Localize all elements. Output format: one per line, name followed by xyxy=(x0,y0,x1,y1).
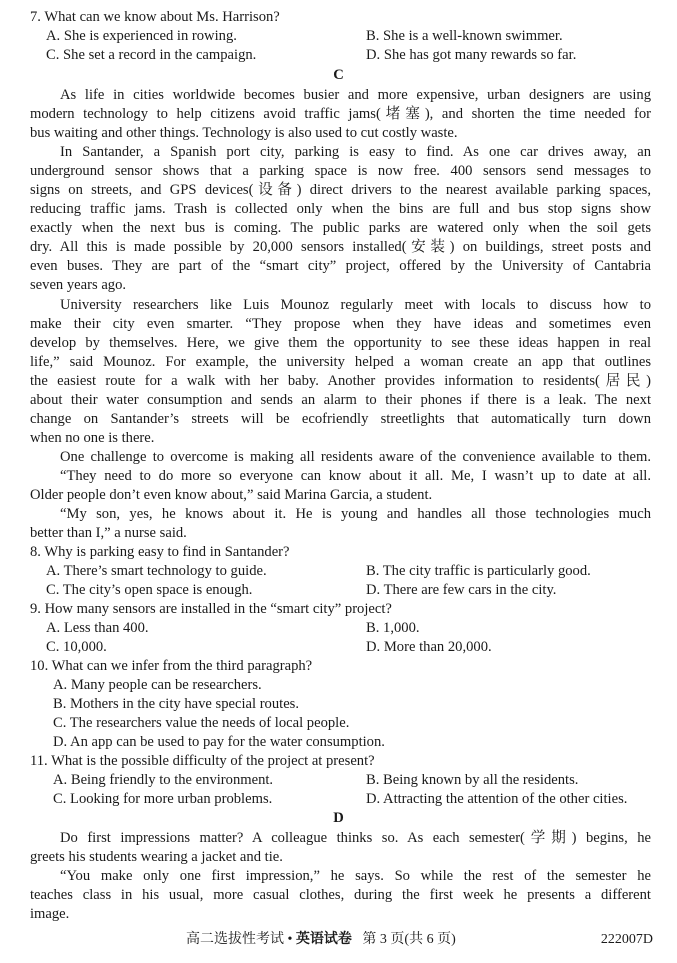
passage-c-line: seven years ago. xyxy=(30,277,127,293)
passage-c-line: One challenge to overcome is making all residents aware of the convenience available to them. xyxy=(60,449,651,465)
q11-option-b: B. Being known by all the residents. xyxy=(366,772,579,788)
footer-page-info: 第 3 页(共 6 页) xyxy=(362,932,456,947)
passage-c-line: the easiest route for a walk with her baby. Another provides information to residents(居民) xyxy=(30,373,651,389)
question-11: 11. What is the possible difficulty of the project at present? xyxy=(30,753,375,769)
q9-option-b: B. 1,000. xyxy=(366,620,420,636)
footer-exam-code: 222007D xyxy=(600,932,653,947)
q11-option-a: A. Being friendly to the environment. xyxy=(53,772,274,788)
passage-c-line: dry. All this is made possible by 20,000 sensors installed(安装) on buildings, street posts and xyxy=(30,239,651,255)
passage-c-line: “They need to do more so everyone can know about it all. Me, I wasn’t up to date at all. xyxy=(60,468,651,484)
q10-option-c: C. The researchers value the needs of local people. xyxy=(53,715,350,731)
question-10: 10. What can we infer from the third paragraph? xyxy=(30,658,313,674)
q8-option-a: A. There’s smart technology to guide. xyxy=(46,563,267,579)
passage-c-line: when no one is there. xyxy=(30,430,155,446)
passage-c-line: University researchers like Luis Mounoz regularly meet with locals to discuss how to xyxy=(60,297,651,313)
footer-exam-name: 高二选拔性考试 • xyxy=(186,932,296,947)
passage-c-line: In Santander, a Spanish port city, parking is easy to find. As one car drives away, an xyxy=(60,144,651,160)
passage-c-line: even buses. They are part of the “smart city” project, offered by the University of Cantabria xyxy=(30,258,651,274)
q7-option-a: A. She is experienced in rowing. xyxy=(46,28,237,44)
q10-option-d: D. An app can be used to pay for the water consumption. xyxy=(53,734,385,750)
q9-option-d: D. More than 20,000. xyxy=(366,639,492,655)
q9-option-c: C. 10,000. xyxy=(46,639,107,655)
passage-c-line: reducing traffic jams. Trash is collected only when the bins are full and bus stop signs show xyxy=(30,201,651,217)
passage-c-line: modern technology to help citizens avoid traffic jams(堵塞), and shorten the time needed for xyxy=(30,106,651,122)
q10-option-b: B. Mothers in the city have special routes. xyxy=(53,696,300,712)
passage-d-line: teaches class in his usual, more casual clothes, during the first week he presents a different xyxy=(30,887,651,903)
passage-d-line: “You make only one first impression,” he says. So while the rest of the semester he xyxy=(60,868,651,884)
q7-option-d: D. She has got many rewards so far. xyxy=(366,47,577,63)
q8-option-c: C. The city’s open space is enough. xyxy=(46,582,253,598)
passage-c-line: change on Santander’s streets will be ecofriendly streetlights that automatically turn down xyxy=(30,411,651,427)
section-d-heading: D xyxy=(333,810,344,826)
footer-exam-info xyxy=(186,930,456,949)
passage-d-line: Do first impressions matter? A colleague thinks so. As each semester(学期) begins, he xyxy=(60,830,651,846)
q8-option-b: B. The city traffic is particularly good. xyxy=(366,563,591,579)
passage-c-line: “My son, yes, he knows about it. He is young and handles all those technologies much xyxy=(60,506,651,522)
passage-c-line: underground sensor shows that a parking space is now free. 400 sensors send messages to xyxy=(30,163,651,179)
passage-c-line: As life in cities worldwide becomes busier and more expensive, urban designers are using xyxy=(60,87,651,103)
q10-option-a: A. Many people can be researchers. xyxy=(53,677,262,693)
passage-c-line: exactly when the next bus is coming. The public parks are watered only when the soil gets xyxy=(30,220,651,236)
passage-c-line: life,” said Mounoz. For example, the university helped a woman create an app that outlines xyxy=(30,354,651,370)
passage-c-line: bus waiting and other things. Technology is also used to cut costly waste. xyxy=(30,125,458,141)
q7-option-c: C. She set a record in the campaign. xyxy=(46,47,257,63)
section-c-heading: C xyxy=(333,67,344,83)
passage-c-line: make their city even smarter. “They propose when they have ideas and sometimes even xyxy=(30,316,651,332)
footer-subject: 英语试卷 xyxy=(295,932,352,947)
q9-option-a: A. Less than 400. xyxy=(46,620,149,636)
passage-d-line: image. xyxy=(30,906,70,922)
passage-c-line: Older people don’t even know about,” said Marina Garcia, a student. xyxy=(30,487,433,503)
passage-c-line: better than I,” a nurse said. xyxy=(30,525,187,541)
passage-d-line: greets his students wearing a jacket and tie. xyxy=(30,849,283,865)
q8-option-d: D. There are few cars in the city. xyxy=(366,582,557,598)
question-7: 7. What can we know about Ms. Harrison? xyxy=(30,9,280,25)
passage-c-line: about their water consumption and sends an alarm to their phones if there is a leak. The next xyxy=(30,392,651,408)
q11-option-d: D. Attracting the attention of the other cities. xyxy=(366,791,628,807)
question-9: 9. How many sensors are installed in the “smart city” project? xyxy=(30,601,392,617)
q7-option-b: B. She is a well-known swimmer. xyxy=(366,28,563,44)
q11-option-c: C. Looking for more urban problems. xyxy=(53,791,273,807)
passage-c-line: develop by themselves. Here, we give them the opportunity to see these ideas happen in real xyxy=(30,335,651,351)
passage-c-line: signs on streets, and GPS devices(设备) direct drivers to the nearest available parking spaces, xyxy=(30,182,651,198)
question-8: 8. Why is parking easy to find in Santander? xyxy=(30,544,290,560)
